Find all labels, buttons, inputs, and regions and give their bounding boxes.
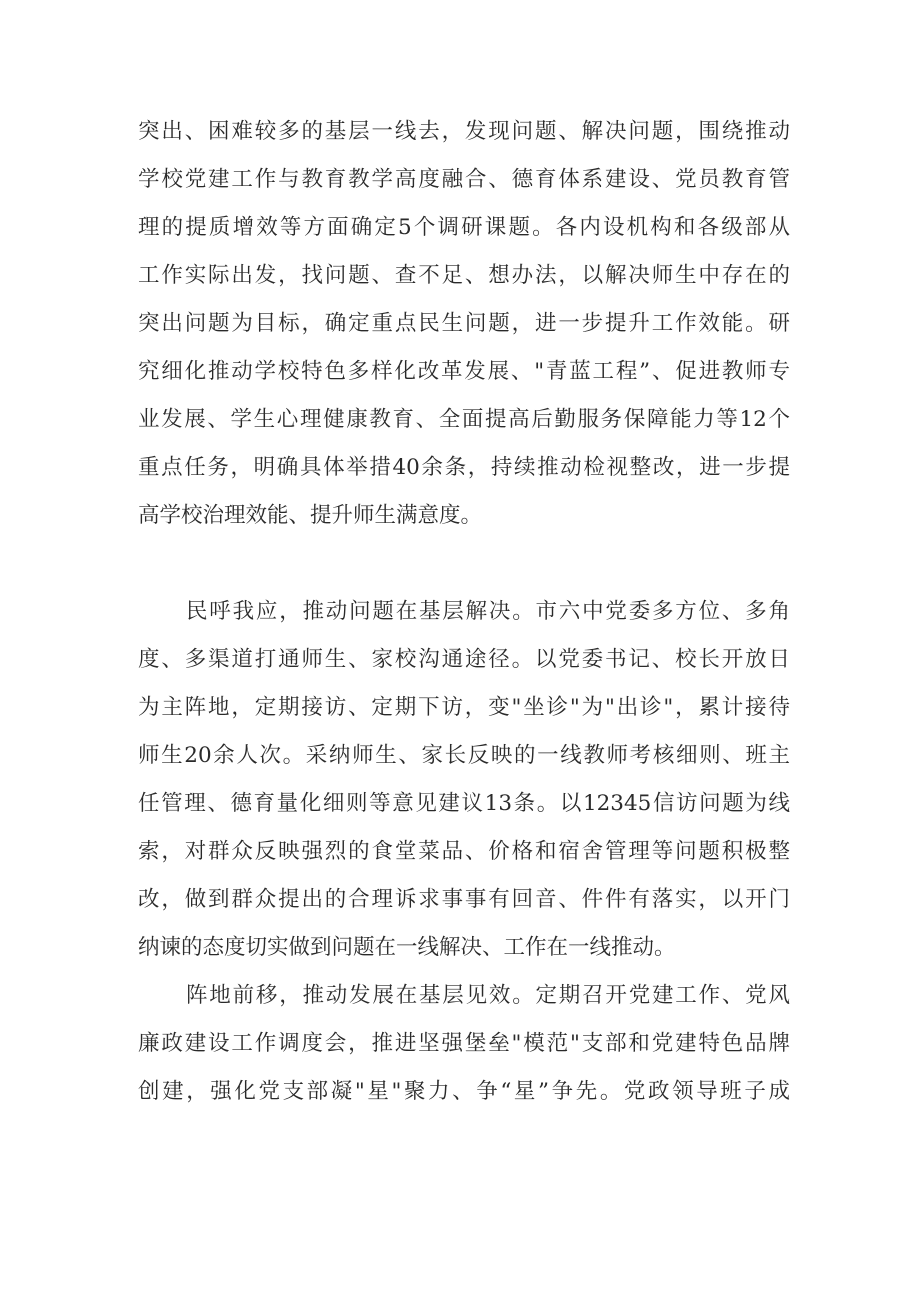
- text-line: 突出、困难较多的基层一线去，发现问题、解决问题，围绕推动: [138, 119, 790, 144]
- text-line: 重点任务，明确具体举措40余条，持续推动检视整改，进一步提: [138, 455, 790, 480]
- text-line: 业发展、学生心理健康教育、全面提高后勤服务保障能力等12个: [138, 407, 790, 432]
- text-line: 索，对群众反映强烈的食堂菜品、价格和宿舍管理等问题积极整: [138, 839, 790, 864]
- text-line: 工作实际出发，找问题、查不足、想办法，以解决师生中存在的: [138, 263, 790, 288]
- text-line: 改，做到群众提出的合理诉求事事有回音、件件有落实，以开门: [138, 887, 790, 912]
- text-line: 师生20余人次。采纳师生、家长反映的一线教师考核细则、班主: [138, 743, 790, 768]
- text-line: 究细化推动学校特色多样化改革发展、"青蓝工程”、促进教师专: [138, 359, 790, 384]
- text-line: 学校党建工作与教育教学高度融合、德育体系建设、党员教育管: [138, 167, 790, 192]
- text-line: 阵地前移，推动发展在基层见效。定期召开党建工作、党风: [186, 983, 790, 1008]
- text-line: 突出问题为目标，确定重点民生问题，进一步提升工作效能。研: [138, 311, 790, 336]
- text-line: 民呼我应，推动问题在基层解决。市六中党委多方位、多角: [186, 599, 790, 624]
- text-line: 任管理、德育量化细则等意见建议13条。以12345信访问题为线: [138, 791, 790, 816]
- text-line: 理的提质增效等方面确定5个调研课题。各内设机构和各级部从: [138, 215, 790, 240]
- text-line: 创建，强化党支部凝"星"聚力、争“星”争先。党政领导班子成: [138, 1079, 790, 1104]
- text-line: 纳谏的态度切实做到问题在一线解决、工作在一线推动。: [138, 935, 676, 960]
- text-line: 廉政建设工作调度会，推进坚强堡垒"模范"支部和党建特色品牌: [138, 1031, 790, 1056]
- text-line: 高学校治理效能、提升师生满意度。: [138, 503, 483, 528]
- text-line: 为主阵地，定期接访、定期下访，变"坐诊"为"出诊"，累计接待: [138, 695, 790, 720]
- text-line: 度、多渠道打通师生、家校沟通途径。以党委书记、校长开放日: [138, 647, 790, 672]
